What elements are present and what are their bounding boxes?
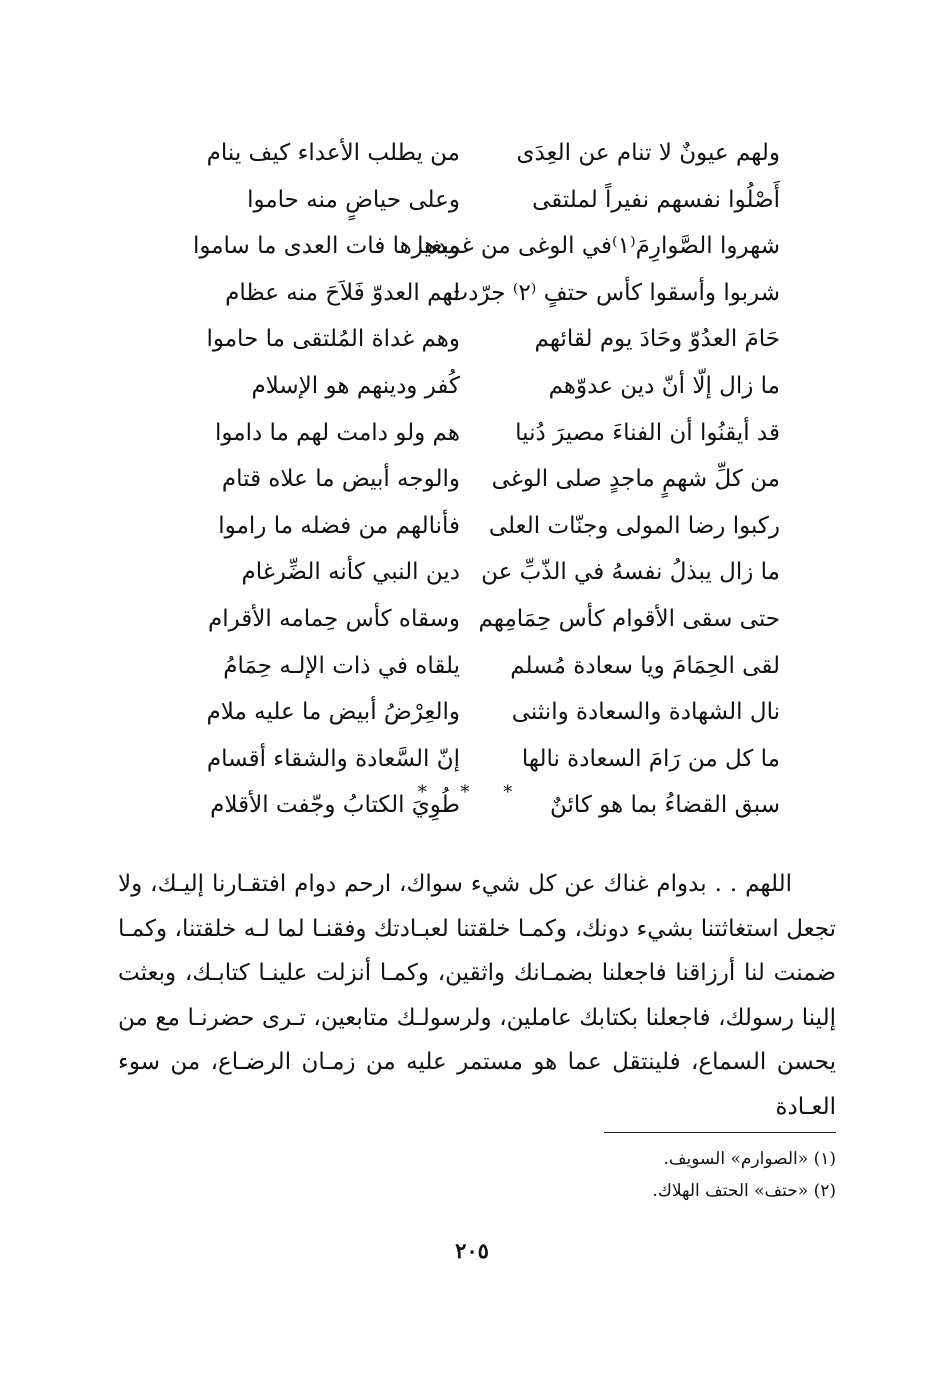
prose-block bbox=[118, 862, 836, 1129]
verse-first-hemistich: سبق القضاءُ بما هو كائنٌ bbox=[549, 792, 780, 819]
verse-second-hemistich: والوجه أبيض ما علاه قتام bbox=[221, 466, 460, 493]
poem bbox=[160, 130, 780, 829]
poem-verse bbox=[160, 363, 780, 410]
footnote-1: (١) «الصوارم» السويف. bbox=[663, 1149, 836, 1169]
prose-paragraph: اللهم . . بدوام غناك عن كل شيء سواك، ارحم دوام افتقـارنا إليـك، ولا تجعل استغاثتنا بشيء دونك، وكمـا خلقتنا لعبـادتك وفقنـا لما لـه خلقتنا، وكمـا ضمنت لنا أرزاقنا فاجعلنا بضمـانك واثقين، وكمـا أنزلت علينـا كتابـك، وبعثت إلينا رسولك، فاجعلنا بكتابك عاملين، ولرسولـك متابعين، تـرى حضرنـا مع من يحسن السماع، فلينتقل عما هو مستمر عليه من زمـان الرضـاع، من سوء العـادة bbox=[118, 871, 836, 1120]
poem-verse bbox=[160, 596, 780, 643]
verse-first-hemistich: قد أيقنُوا أن الفناءَ مصيرَ دُنيا bbox=[515, 419, 780, 446]
verse-second-hemistich: كُفر ودينهم هو الإسلام bbox=[251, 372, 460, 399]
verse-second-hemistich: يلقاه في ذات الإلـه حِمَامُ bbox=[223, 652, 460, 679]
poem-verse bbox=[160, 456, 780, 503]
verse-first-hemistich: ركبوا رضا المولى وجنّات العلى bbox=[488, 512, 780, 539]
verse-second-hemistich: لهم العدوّ فَلاَحَ منه عظام bbox=[225, 279, 460, 306]
verse-first-hemistich: ولهم عيونٌ لا تنام عن العِدَى bbox=[516, 140, 780, 166]
verse-second-hemistich: إنّ السَّعادة والشقاء أقسام bbox=[206, 745, 460, 772]
verse-first-hemistich: ما زال إلّا أنّ دين عدوّهم bbox=[548, 372, 780, 399]
verse-second-hemistich: هم ولو دامت لهم ما داموا bbox=[215, 419, 460, 446]
poem-verse bbox=[160, 503, 780, 550]
verse-first-hemistich: ما زال يبذلُ نفسهُ في الذّبِّ عن bbox=[481, 559, 780, 586]
footnotes bbox=[500, 1143, 836, 1207]
poem-verse bbox=[160, 130, 780, 177]
verse-second-hemistich: وسقاه كأس حِمامه الأقرام bbox=[207, 605, 460, 632]
verse-first-hemistich: شهروا الصَّوارِمَ⁽١⁾في الوغى من غمدها bbox=[417, 233, 780, 260]
poem-verse bbox=[160, 270, 780, 317]
poem-verse bbox=[160, 549, 780, 596]
poem-verse bbox=[160, 643, 780, 690]
section-separator: * * * bbox=[417, 782, 527, 803]
poem-verse bbox=[160, 316, 780, 363]
poem-verse bbox=[160, 689, 780, 736]
verse-first-hemistich: حَامَ العدُوّ وحَادَ يوم لقائهم bbox=[534, 326, 780, 353]
footnote-divider bbox=[604, 1132, 836, 1133]
poem-verse bbox=[160, 177, 780, 224]
verse-first-hemistich: حتى سقى الأقوام كأس حِمَامِهم bbox=[478, 605, 780, 632]
page-number: ٢٠٥ bbox=[455, 1238, 489, 1263]
verse-second-hemistich: من يطلب الأعداء كيف ينام bbox=[206, 140, 460, 166]
verse-second-hemistich: وهم غداة المُلتقى ما حاموا bbox=[206, 326, 460, 353]
verse-second-hemistich: طُوِيَ الكتابُ وجّفت الأقلام bbox=[210, 792, 460, 819]
poem-verse bbox=[160, 736, 780, 783]
verse-first-hemistich: ما كل من رَامَ السعادة نالها bbox=[521, 745, 780, 772]
verse-first-hemistich: نال الشهادة والسعادة وانثنى bbox=[511, 699, 780, 726]
footnote-2: (٢) «حتف» الحتف الهلاك. bbox=[652, 1181, 836, 1201]
verse-second-hemistich: وبغيرها فات العدى ما ساموا bbox=[192, 233, 460, 260]
verse-second-hemistich: وعلى حياضٍ منه حاموا bbox=[247, 186, 460, 213]
verse-first-hemistich: أَصْلُوا نفسهم نفيراً لملتقى bbox=[532, 186, 780, 213]
verse-second-hemistich: فأنالهم من فضله ما راموا bbox=[218, 512, 460, 539]
verse-first-hemistich: من كلِّ شهمٍ ماجدٍ صلى الوغى bbox=[491, 466, 780, 493]
poem-verse bbox=[160, 223, 780, 270]
verse-first-hemistich: لقى الحِمَامَ ويا سعادة مُسلم bbox=[510, 652, 780, 679]
verse-first-hemistich: شربوا وأسقوا كأس حتفٍ ⁽٢⁾ جرّدت bbox=[446, 279, 780, 306]
verse-second-hemistich: دين النبي كأنه الضِّرغام bbox=[241, 559, 460, 586]
poem-verse bbox=[160, 410, 780, 457]
verse-second-hemistich: والعِرْضُ أبيض ما عليه ملام bbox=[206, 699, 460, 726]
